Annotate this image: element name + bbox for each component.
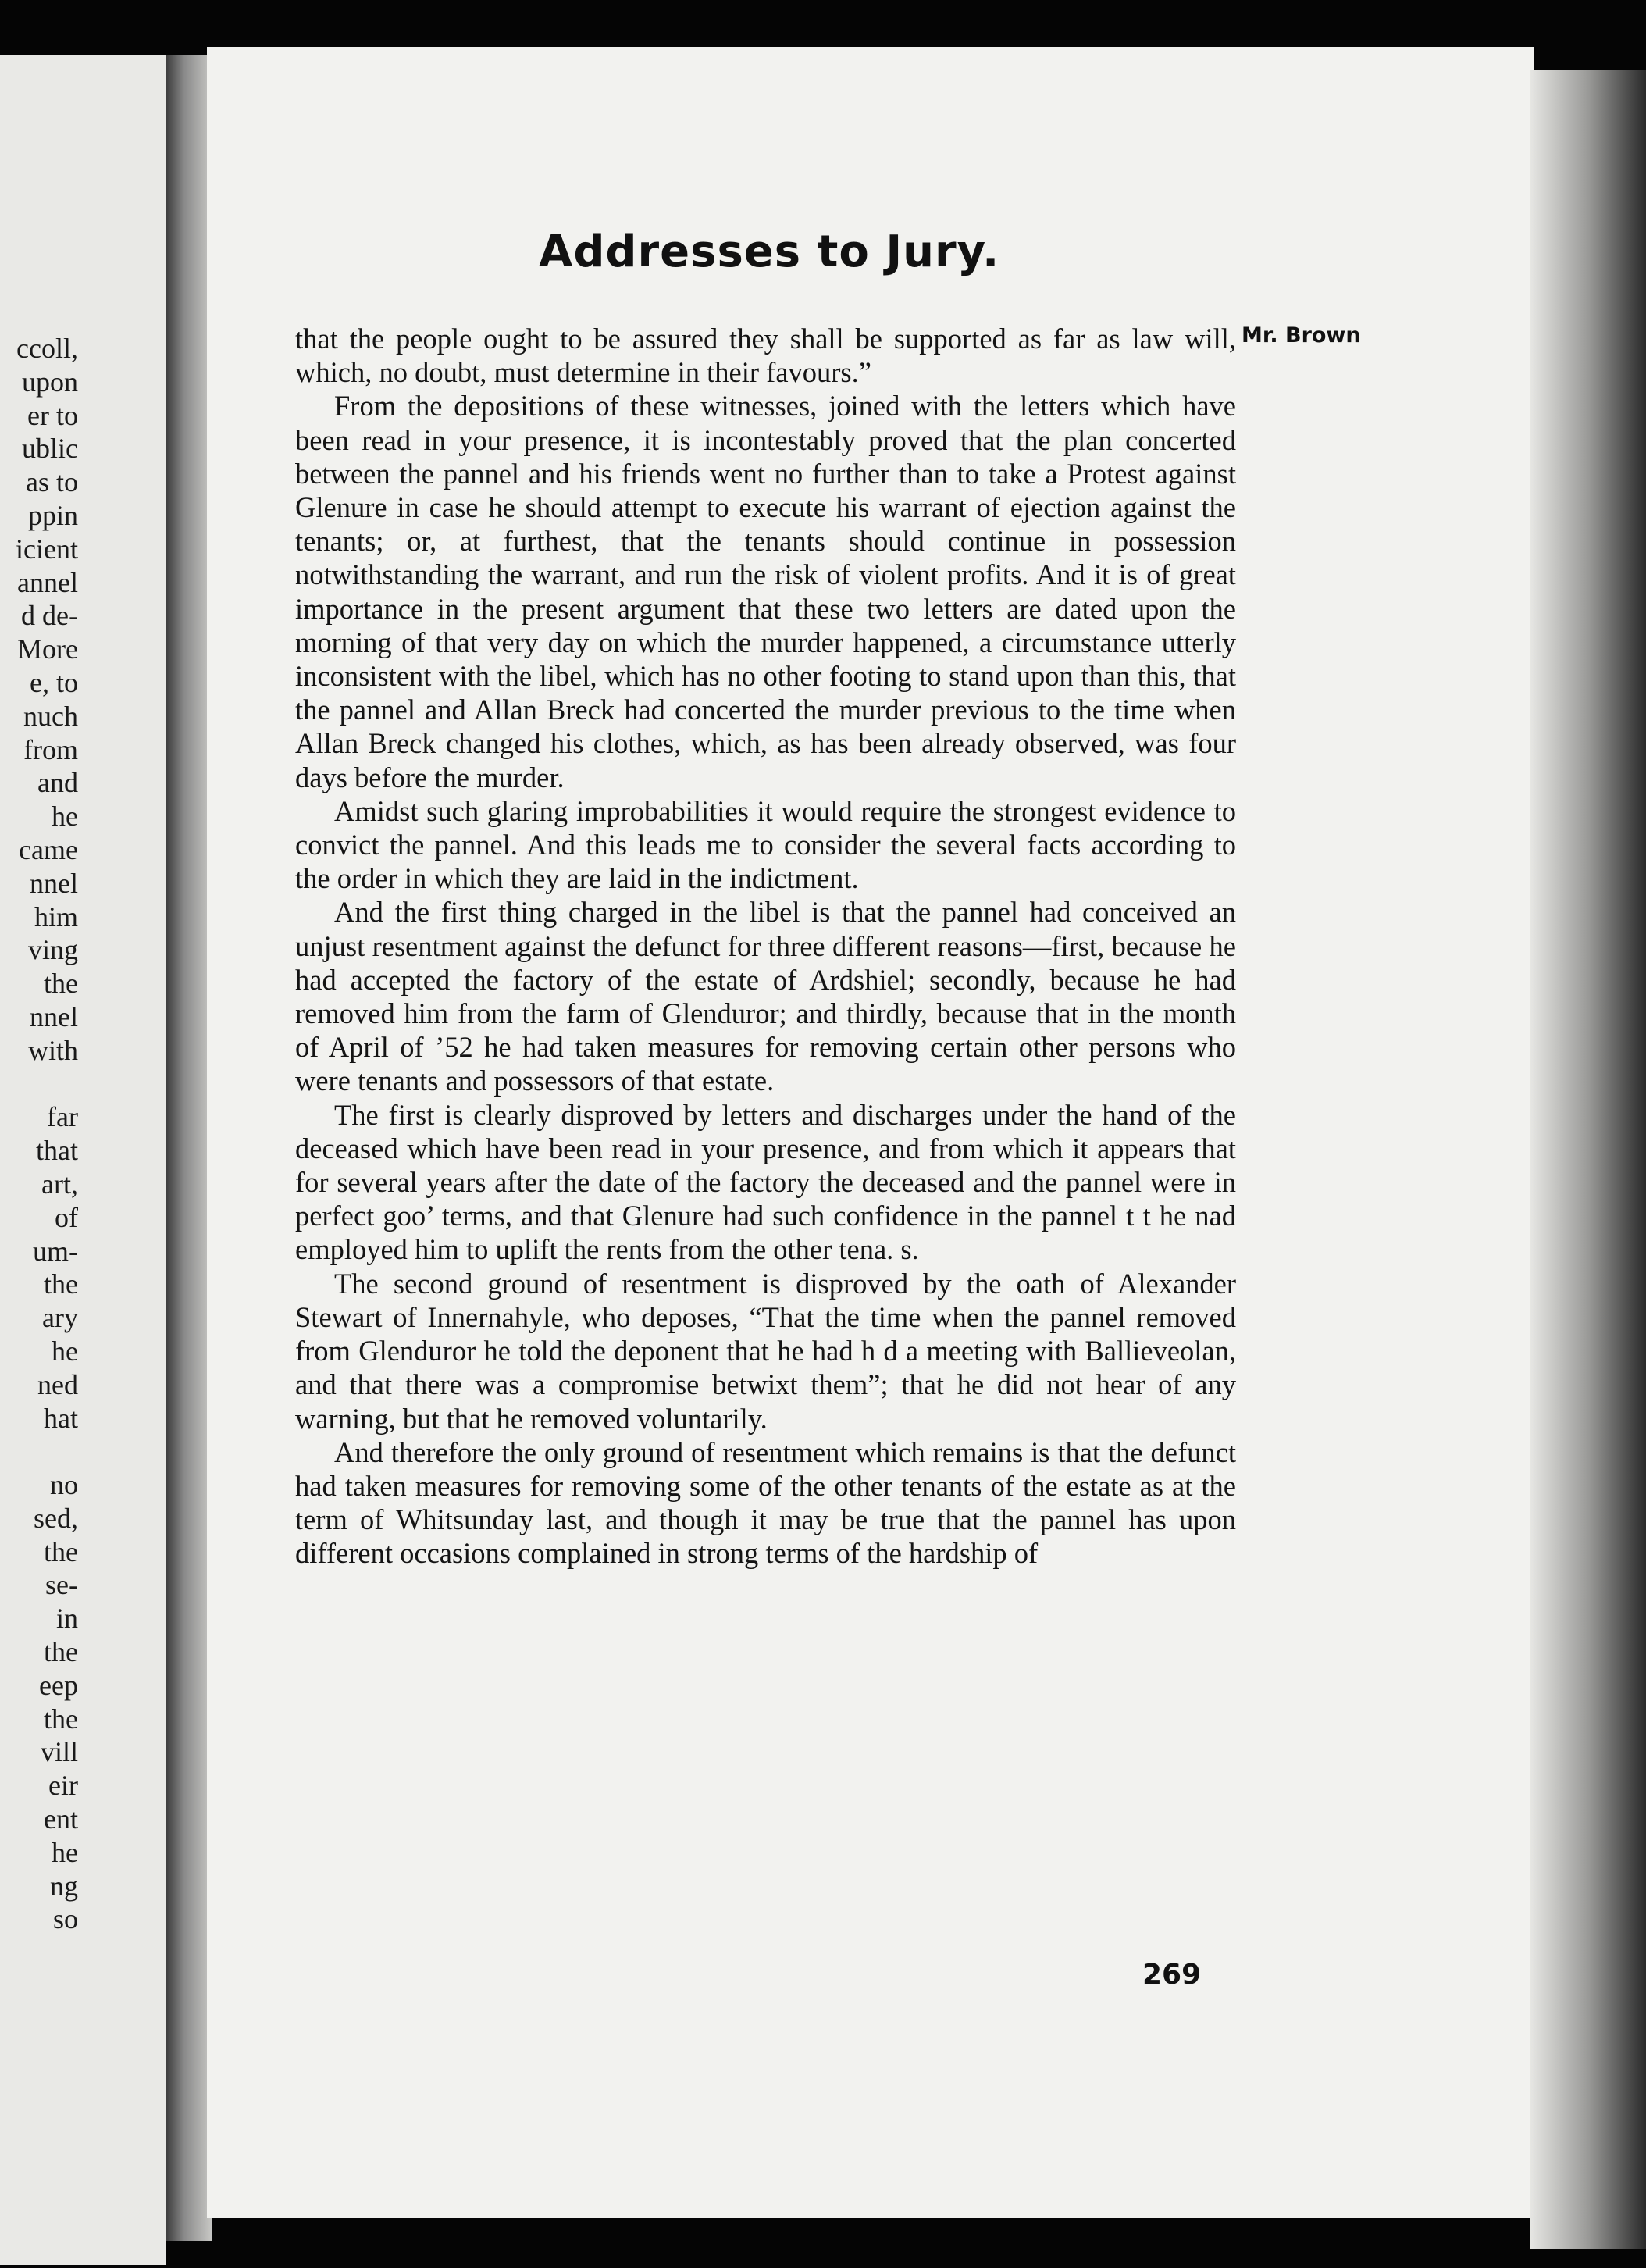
paragraph-7: And therefore the only ground of resentment which remains is that the defunct had taken measures for removing some of the other tenants of the estate as at the term of Whitsunday last, and though it may be true that the pannel has upon different occasions complained in strong terms of the hardship of (295, 1435, 1236, 1570)
running-title: Addresses to Jury. (539, 226, 1000, 277)
paragraph-4: And the first thing charged in the libel is that the pannel had conceived an unjust resentment against the defunct for three different reasons—first, because he had accepted the factory of the estate of Ardshiel; secondly, because he had removed him from the farm of Glenduror; and thirdly, because that in the month of April of ’52 he had taken measures for removing certain other persons who were tenants and possessors of that estate. (295, 896, 1236, 1097)
paragraph-6: The second ground of resentment is disproved by the oath of Alexander Stewart of Innernahyle, who deposes, “That the time when the pannel removed from Glenduror he told the deponent that he had h d a meeting with Ballieveolan, and that there was a compromise betwixt them”; that he did not hear of any warning, but that he removed voluntarily. (295, 1267, 1236, 1435)
paragraph-5: The first is clearly disproved by letters and discharges under the hand of the deceased which have been read in your presence, and from which it appears that for several years after the date of the factory the deceased and the pannel were in perfect goo’ terms, and that Glenure had such confidence in the pannel t t he nad employed him to uplift the rents from the other tena. s. (295, 1098, 1236, 1266)
facing-page-text-fragments: ccoll, upon er to ublic as to ppin icient annel d de- More e, to nuch from and he came nnel him ving the nnel with far that art, of um- the ary he ned hat no sed, the se- in the eep the vill eir ent he ng so (16, 333, 78, 1935)
paragraph-3: Amidst such glaring improbabilities it would require the strongest evidence to convict the pannel. And this leads me to consider the several facts according to the order in which they are laid in the indictment. (295, 794, 1236, 895)
facing-page (0, 55, 166, 2265)
paragraph-1: that the people ought to be assured they shall be supported as far as law will, which, no doubt, must determine in their favours.” (295, 323, 1236, 389)
book-gutter (166, 55, 212, 2241)
page-edge-shadow (1530, 70, 1646, 2249)
paragraph-2: From the depositions of these witnesses, joined with the letters which have been read in your presence, it is incontestably proved that the plan concerted between the pannel and his friends went no further than to take a Protest against Glenure in case he should attempt to execute his warrant of ejection against the tenants; or, at furthest, that the tenants should continue in possession notwithstanding the warrant, and run the risk of violent profits. And it is of great importance in the present argument that these two letters are dated upon the morning of that very day on which the murder happened, a circumstance utterly inconsistent with the libel, which has no other footing to stand upon than this, that the pannel and Allan Breck had concerted the murder previous to the time when Allan Breck changed his clothes, which, as has been already observed, was four days before the murder. (295, 390, 1236, 793)
page-body-text (295, 322, 1236, 1571)
speaker-side-note: Mr. Brown (1242, 323, 1361, 348)
page-number: 269 (1142, 1959, 1202, 1991)
